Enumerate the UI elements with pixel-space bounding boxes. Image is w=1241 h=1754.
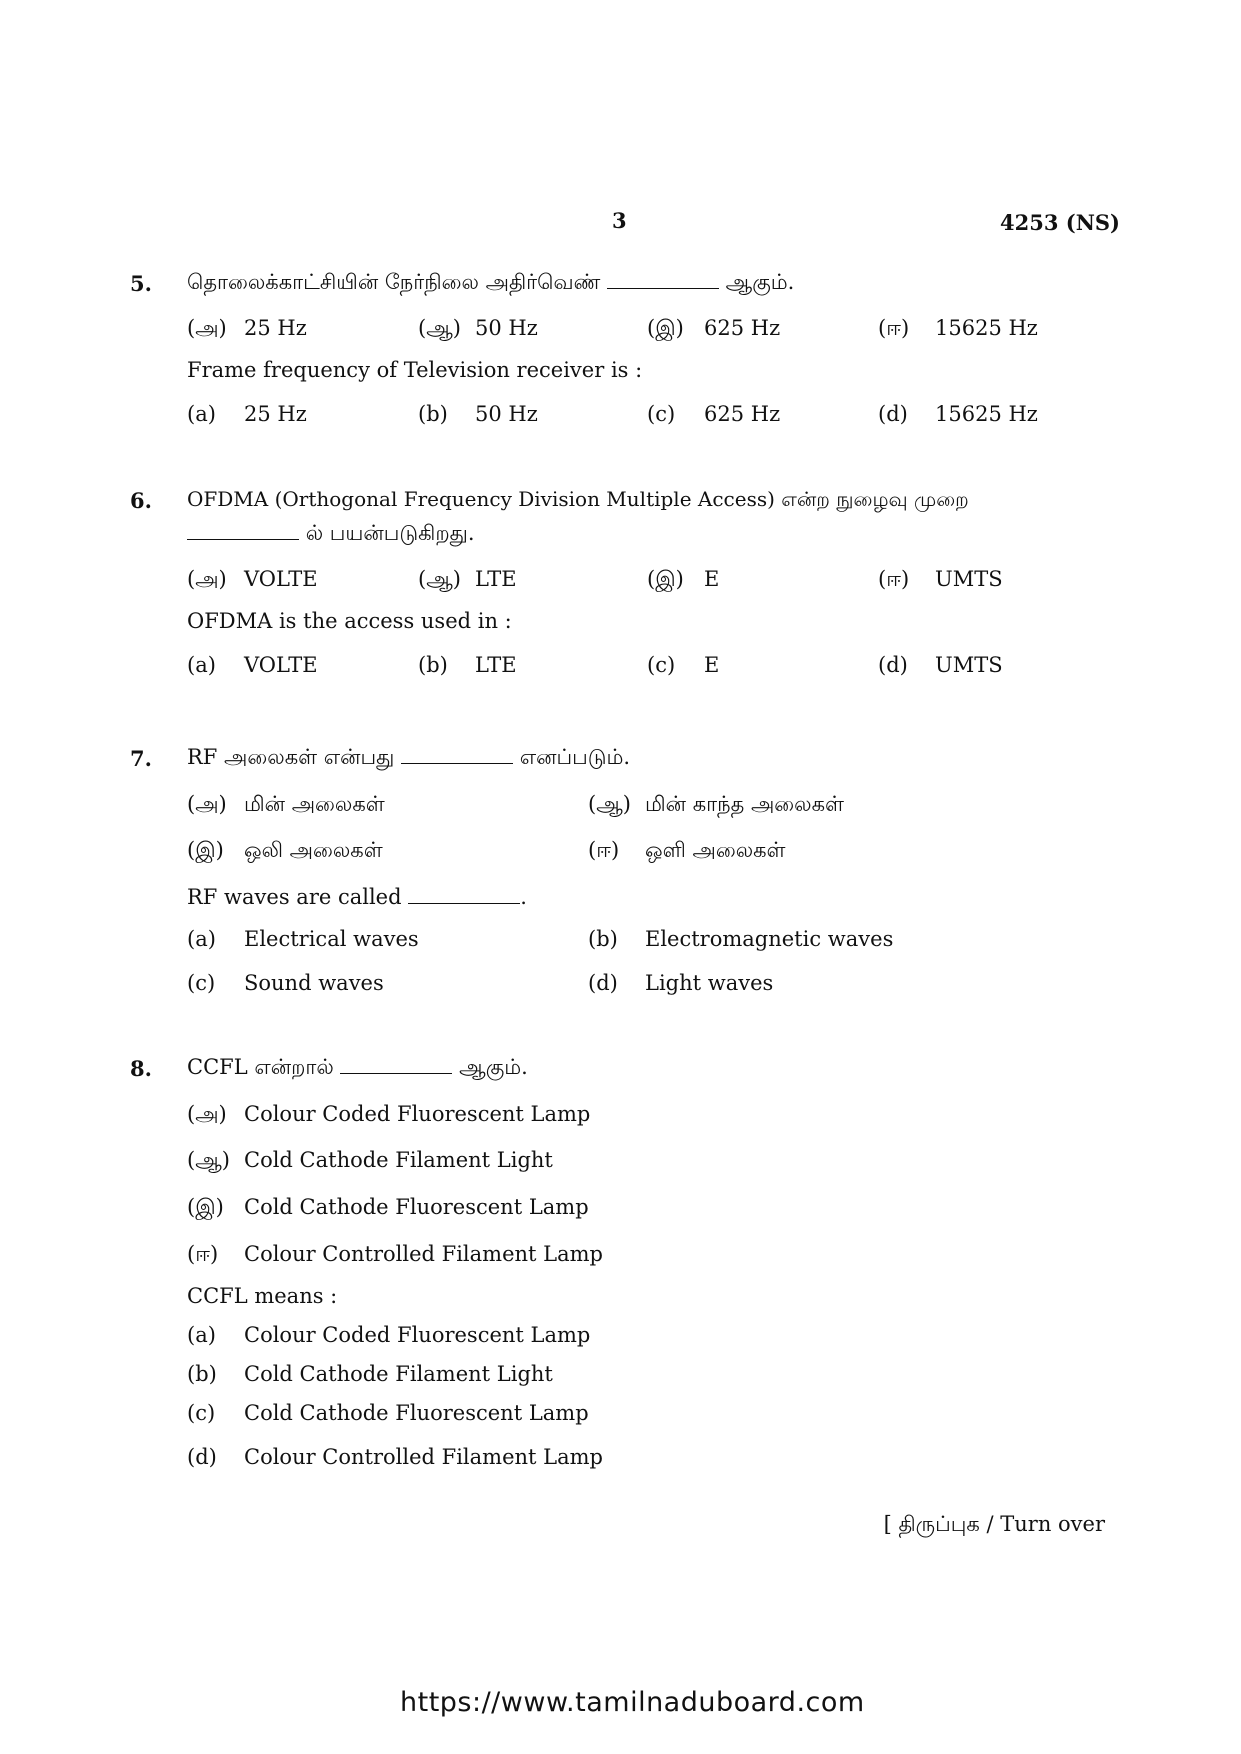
- option-label: (d): [878, 653, 908, 677]
- question-stem-tamil: CCFL என்றால் ஆகும்.: [187, 1055, 528, 1079]
- option-label: (c): [647, 402, 676, 426]
- option-text: ஒளி அலைகள்: [645, 838, 786, 862]
- option-label: (அ): [187, 316, 227, 340]
- option-label: (ஈ): [588, 838, 620, 862]
- option-label: (இ): [187, 838, 224, 862]
- option-text: UMTS: [935, 653, 1003, 677]
- option-text: 625 Hz: [704, 316, 781, 340]
- option-text: Cold Cathode Filament Light: [244, 1362, 553, 1386]
- option-label: (b): [588, 927, 618, 951]
- option-text: Colour Coded Fluorescent Lamp: [244, 1102, 591, 1126]
- option-text: E: [704, 653, 720, 677]
- option-text: Colour Controlled Filament Lamp: [244, 1445, 603, 1469]
- option-text: E: [704, 567, 720, 591]
- option-label: (ஈ): [878, 316, 910, 340]
- option-text: Cold Cathode Fluorescent Lamp: [244, 1195, 589, 1219]
- question-stem-tamil-cont: ல் பயன்படுகிறது.: [187, 521, 475, 548]
- option-text: Electrical waves: [244, 927, 419, 951]
- turn-over-note: [ திருப்புக / Turn over: [883, 1512, 1105, 1536]
- option-text: 25 Hz: [244, 402, 307, 426]
- option-text: Electromagnetic waves: [645, 927, 894, 951]
- option-label: (ஆ): [187, 1148, 230, 1172]
- question-stem-tamil: RF அலைகள் என்பது எனப்படும்.: [187, 745, 631, 769]
- question-stem-english: CCFL means :: [187, 1284, 338, 1308]
- answer-blank: [607, 287, 719, 289]
- answer-blank: [340, 1072, 452, 1074]
- option-label: (ஆ): [418, 567, 461, 591]
- option-text: 50 Hz: [475, 316, 538, 340]
- option-label: (ஆ): [418, 316, 461, 340]
- question-stem-english: OFDMA is the access used in :: [187, 609, 512, 633]
- option-text: 625 Hz: [704, 402, 781, 426]
- option-label: (இ): [647, 567, 684, 591]
- option-label: (ஈ): [187, 1242, 219, 1266]
- option-text: Sound waves: [244, 971, 384, 995]
- option-label: (c): [187, 1401, 216, 1425]
- option-text: UMTS: [935, 567, 1003, 591]
- option-text: VOLTE: [244, 567, 318, 591]
- option-label: (a): [187, 1323, 216, 1347]
- answer-blank: [401, 762, 513, 764]
- option-text: LTE: [475, 567, 517, 591]
- option-text: Cold Cathode Fluorescent Lamp: [244, 1401, 589, 1425]
- question-number: 6.: [130, 488, 152, 513]
- option-label: (d): [588, 971, 618, 995]
- question-number: 7.: [130, 746, 152, 771]
- option-label: (a): [187, 653, 216, 677]
- option-label: (b): [418, 653, 448, 677]
- option-text: Colour Controlled Filament Lamp: [244, 1242, 603, 1266]
- question-number: 5.: [130, 271, 152, 296]
- option-label: (a): [187, 927, 216, 951]
- option-text: Cold Cathode Filament Light: [244, 1148, 553, 1172]
- option-label: (d): [878, 402, 908, 426]
- question-stem-english: RF waves are called .: [187, 885, 527, 909]
- option-label: (இ): [187, 1195, 224, 1219]
- option-label: (ஆ): [588, 792, 631, 816]
- question-stem-english: Frame frequency of Television receiver is :: [187, 358, 643, 382]
- option-text: VOLTE: [244, 653, 318, 677]
- answer-blank: [408, 902, 520, 904]
- option-label: (ஈ): [878, 567, 910, 591]
- website-url: https://www.tamilnaduboard.com: [400, 1687, 865, 1718]
- question-stem-tamil: தொலைக்காட்சியின் நேர்நிலை அதிர்வெண் ஆகும்.: [187, 270, 795, 294]
- option-label: (அ): [187, 792, 227, 816]
- option-text: Light waves: [645, 971, 774, 995]
- option-label: (அ): [187, 567, 227, 591]
- option-label: (b): [187, 1362, 217, 1386]
- option-text: 50 Hz: [475, 402, 538, 426]
- option-text: Colour Coded Fluorescent Lamp: [244, 1323, 591, 1347]
- paper-code: 4253 (NS): [1000, 210, 1120, 235]
- question-number: 8.: [130, 1056, 152, 1081]
- option-text: மின் காந்த அலைகள்: [645, 792, 844, 816]
- option-label: (b): [418, 402, 448, 426]
- option-label: (c): [187, 971, 216, 995]
- page-number: 3: [612, 208, 627, 233]
- option-text: 25 Hz: [244, 316, 307, 340]
- option-label: (இ): [647, 316, 684, 340]
- option-label: (அ): [187, 1102, 227, 1126]
- option-label: (a): [187, 402, 216, 426]
- option-text: 15625 Hz: [935, 402, 1038, 426]
- option-text: 15625 Hz: [935, 316, 1038, 340]
- question-stem-tamil: OFDMA (Orthogonal Frequency Division Multiple Access) என்ற நுழைவு முறை: [187, 487, 969, 511]
- option-text: ஒலி அலைகள்: [244, 838, 383, 862]
- answer-blank: [187, 538, 299, 540]
- option-text: மின் அலைகள்: [244, 792, 385, 816]
- option-label: (d): [187, 1445, 217, 1469]
- option-label: (c): [647, 653, 676, 677]
- option-text: LTE: [475, 653, 517, 677]
